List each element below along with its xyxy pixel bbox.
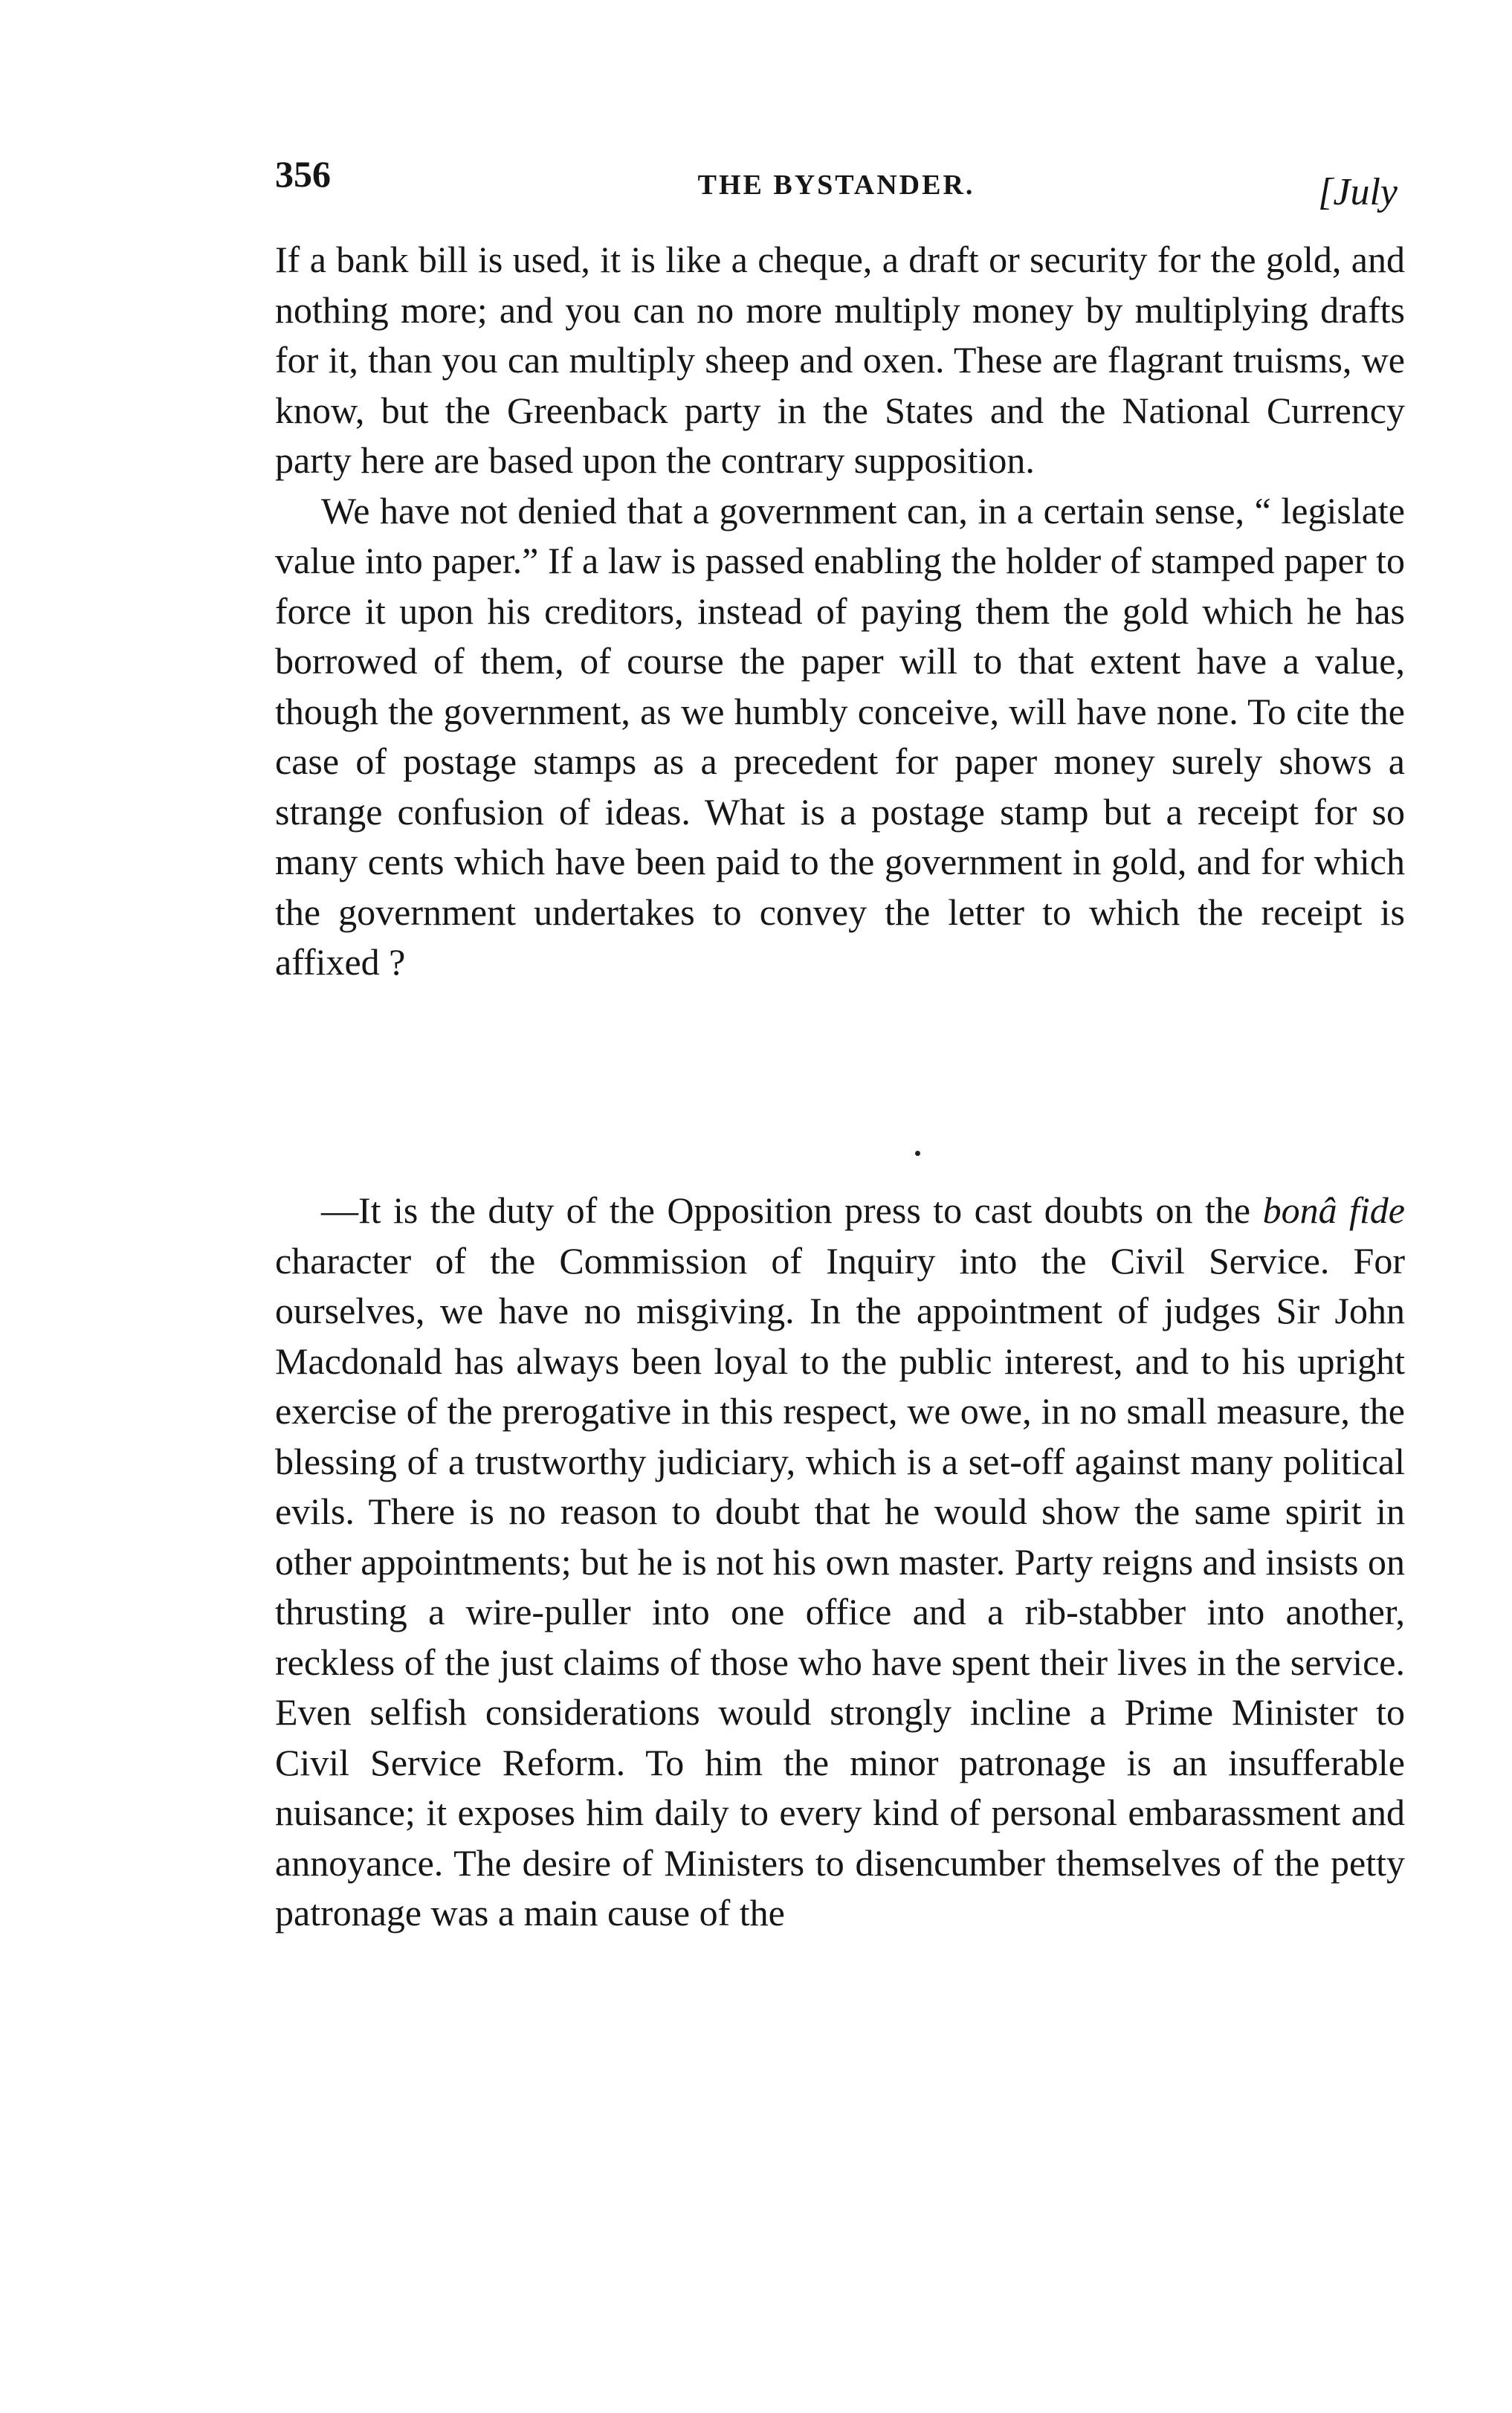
paragraph-civil-service-opening: —It is the duty of the Opposition press to cast doubts on the (321, 1189, 1263, 1231)
bona-fide-italic: bonâ fide (1262, 1189, 1405, 1231)
paragraph-legislate-value: We have not denied that a government can, in a certain sense, “ legislate value into paper.” If a law is passed enabling the holder of stamped paper to force it upon his creditors, instead of paying them the gold which he has borrowed of them, of course the paper will to that extent have a value, though the government, as we humbly conceive, will have none. To cite the case of postage stamps as a precedent for paper money surely shows a strange confusion of ideas. What is a postage stamp but a receipt for so many cents which have been paid to the government in gold, and for which the government undertakes to convey the letter to which the receipt is affixed ? (275, 489, 1405, 983)
paragraph-bank-bill: If a bank bill is used, it is like a cheque, a draft or security for the gold, and nothing more; and you can no more multiply money by multiplying drafts for it, than you can multiply sheep and oxen. These are flagrant truisms, we know, but the Greenback party in the States and the National Currency party here are based upon the contrary supposition. (275, 239, 1405, 481)
paragraph-civil-service-body: character of the Commission of Inquiry into the Civil Service. For ourselves, we have no misgiving. In the appointment of judges Sir John Macdonald has always been loyal to the public interest, and to his upright exercise of the prerogative in this respect, we owe, in no small measure, the blessing of a trustworthy judiciary, which is a set-off against many political evils. There is no reason to doubt that he would show the same spirit in other appointments; but he is not his own master. Party reigns and insists on thrusting a wire-puller into one office and a rib-stabber into another, reckless of the just claims of those who have spent their lives in the service. Even selfish considerations would strongly incline a Prime Minister to Civil Service Reform. To him the minor patronage is an insufferable nuisance; it exposes him daily to every kind of personal embarassment and annoyance. The desire of Ministers to disencumber themselves of the petty patronage was a main cause of the (275, 1239, 1405, 1934)
section-separator-dot (915, 1151, 920, 1156)
page-header (275, 152, 1398, 212)
article-continuation (275, 235, 1405, 988)
paragraph-civil-service (275, 1186, 1405, 1939)
running-head: THE BYSTANDER. (697, 169, 975, 201)
page-number: 356 (275, 153, 331, 195)
month-label: [July (1318, 171, 1398, 213)
article-civil-service (275, 1186, 1405, 1939)
